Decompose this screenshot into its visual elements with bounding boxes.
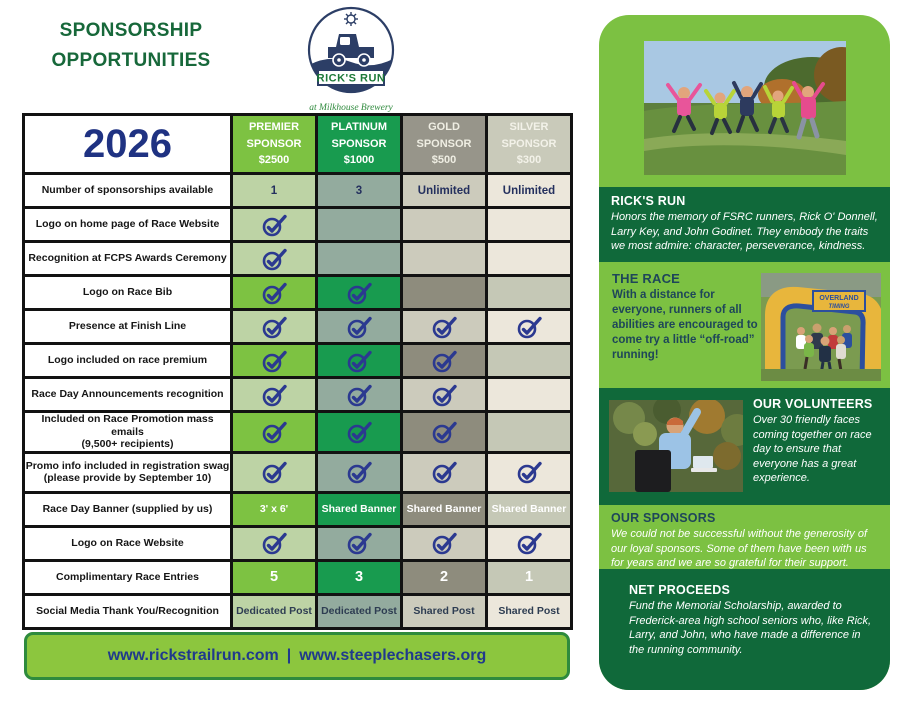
truck-badge-icon: [295, 4, 407, 100]
value-cell: 2: [402, 560, 487, 594]
row-label: Logo on Race Bib: [24, 276, 232, 310]
check-cell: [232, 412, 317, 453]
row-label: Logo on home page of Race Website: [24, 208, 232, 242]
value-cell: Shared Banner: [317, 492, 402, 526]
check-icon: [516, 531, 543, 555]
check-icon: [261, 213, 288, 237]
logo-text: RICK'S RUN: [316, 72, 386, 85]
arch-sign-line2: TIMING: [828, 304, 850, 310]
tier-price: $500: [431, 154, 457, 167]
year-cell: [24, 115, 232, 174]
check-icon: [346, 383, 373, 407]
tier-word: SPONSOR: [416, 137, 472, 150]
table-row: [24, 412, 572, 453]
our-volunteers-heading: OUR VOLUNTEERS: [753, 397, 873, 411]
check-icon: [431, 531, 458, 555]
check-icon: [516, 460, 543, 484]
net-proceeds-body: Fund the Memorial Scholarship, awarded to Frederick-area high school seniors who, like Rick, Larry, and John, who have made a difference in the running community.: [629, 600, 872, 656]
check-icon: [346, 349, 373, 373]
value-cell: 3: [317, 560, 402, 594]
check-icon: [346, 420, 373, 444]
website-bar: [24, 632, 570, 680]
table-row: [24, 310, 572, 344]
column-header-gold: [402, 115, 487, 174]
table-row: [24, 378, 572, 412]
value-cell: Shared Banner: [487, 492, 572, 526]
check-icon: [261, 383, 288, 407]
sun-icon: [344, 12, 358, 26]
tier-name: SILVER: [509, 121, 549, 134]
tier-name: GOLD: [428, 121, 460, 134]
check-cell: [487, 452, 572, 492]
sponsorship-table: [22, 113, 573, 630]
page-title-line2: OPPORTUNITIES: [51, 50, 211, 72]
tier-word: SPONSOR: [331, 137, 387, 150]
row-label: Race Day Banner (supplied by us): [24, 492, 232, 526]
the-race-body: With a distance for everyone, runners of all abilities are encouraged to come try a little “off-road” running!: [612, 289, 758, 361]
tier-name: PLATINUM: [330, 121, 387, 134]
empty-cell: [402, 242, 487, 276]
arch-sign-line1: OVERLAND: [819, 295, 859, 302]
logo-tagline: at Milkhouse Brewery: [309, 103, 393, 113]
check-icon: [431, 420, 458, 444]
check-cell: [317, 452, 402, 492]
tier-price: $2500: [258, 154, 290, 167]
check-cell: [402, 344, 487, 378]
our-sponsors-heading: OUR SPONSORS: [611, 511, 716, 525]
check-cell: [232, 208, 317, 242]
value-cell: Shared Banner: [402, 492, 487, 526]
check-cell: [487, 310, 572, 344]
photo-runners-jumping: [644, 41, 846, 175]
link-rickstrailrun[interactable]: www.rickstrailrun.com: [107, 647, 279, 664]
section-the-race: [599, 262, 890, 388]
row-label: Complimentary Race Entries: [24, 560, 232, 594]
check-cell: [232, 526, 317, 560]
section-ricks-run: [599, 187, 890, 262]
row-label: Recognition at FCPS Awards Ceremony: [24, 242, 232, 276]
check-icon: [261, 460, 288, 484]
check-icon: [516, 315, 543, 339]
value-cell: Shared Post: [487, 594, 572, 628]
check-icon: [261, 349, 288, 373]
table-body: [24, 115, 572, 629]
empty-cell: [487, 344, 572, 378]
tier-name: PREMIER: [248, 121, 300, 134]
check-cell: [402, 310, 487, 344]
check-icon: [261, 531, 288, 555]
table-row: [24, 492, 572, 526]
sidebar: [599, 15, 890, 690]
check-cell: [402, 412, 487, 453]
row-label: Logo included on race premium: [24, 344, 232, 378]
value-cell: 1: [232, 174, 317, 208]
empty-cell: [402, 276, 487, 310]
row-label: Race Day Announcements recognition: [24, 378, 232, 412]
check-cell: [317, 344, 402, 378]
value-cell: Dedicated Post: [317, 594, 402, 628]
value-cell: Unlimited: [402, 174, 487, 208]
check-icon: [431, 460, 458, 484]
column-header-platinum: [317, 115, 402, 174]
empty-cell: [487, 412, 572, 453]
check-icon: [261, 281, 288, 305]
section-our-sponsors: [599, 505, 890, 569]
table-row: [24, 594, 572, 628]
page-title: [26, 16, 236, 77]
empty-cell: [487, 378, 572, 412]
table-row: [24, 344, 572, 378]
table-row: [24, 526, 572, 560]
year-label: 2026: [83, 121, 172, 166]
photo-race-start-arch: [761, 273, 881, 381]
photo-volunteer: [609, 400, 743, 492]
table-row: [24, 174, 572, 208]
check-cell: [402, 526, 487, 560]
row-label: Social Media Thank You/Recognition: [24, 594, 232, 628]
ricks-run-body: Honors the memory of FSRC runners, Rick O' Donnell, Larry Key, and John Godinet. They embody the traits we most admire: character, perseverance, kindness.: [611, 211, 878, 253]
value-cell: 5: [232, 560, 317, 594]
check-icon: [431, 383, 458, 407]
row-label: Number of sponsorships available: [24, 174, 232, 208]
link-steeplechasers[interactable]: www.steeplechasers.org: [299, 647, 487, 664]
check-cell: [402, 378, 487, 412]
check-cell: [317, 378, 402, 412]
value-cell: Dedicated Post: [232, 594, 317, 628]
table-row: [24, 276, 572, 310]
tier-word: SPONSOR: [246, 137, 302, 150]
column-header-silver: [487, 115, 572, 174]
check-cell: [232, 242, 317, 276]
row-label: Presence at Finish Line: [24, 310, 232, 344]
table-row: [24, 560, 572, 594]
check-icon: [346, 460, 373, 484]
check-cell: [402, 452, 487, 492]
check-cell: [317, 310, 402, 344]
section-our-volunteers: [599, 388, 890, 505]
check-cell: [317, 526, 402, 560]
empty-cell: [317, 208, 402, 242]
our-volunteers-body: Over 30 friendly faces coming together on race day to ensure that everyone has a great experience.: [753, 414, 872, 485]
value-cell: 3: [317, 174, 402, 208]
check-icon: [346, 315, 373, 339]
ricks-run-logo: [292, 4, 410, 113]
check-cell: [487, 526, 572, 560]
empty-cell: [402, 208, 487, 242]
the-race-heading: THE RACE: [612, 271, 681, 286]
check-icon: [431, 315, 458, 339]
check-icon: [261, 420, 288, 444]
tier-price: $300: [516, 154, 542, 167]
check-icon: [346, 281, 373, 305]
ricks-run-heading: RICK'S RUN: [611, 194, 686, 208]
check-icon: [261, 247, 288, 271]
check-icon: [431, 349, 458, 373]
check-cell: [232, 310, 317, 344]
row-label: Included on Race Promotion mass emails (9,500+ recipients): [24, 412, 232, 453]
table-row: [24, 242, 572, 276]
value-cell: Shared Post: [402, 594, 487, 628]
table-row: [24, 208, 572, 242]
check-icon: [346, 531, 373, 555]
check-cell: [232, 344, 317, 378]
empty-cell: [487, 208, 572, 242]
our-sponsors-body: We could not be successful without the generosity of our loyal sponsors. Some of them have been with us for years and we are so grateful for their support.: [611, 528, 867, 570]
empty-cell: [317, 242, 402, 276]
value-cell: Unlimited: [487, 174, 572, 208]
table-row: [24, 452, 572, 492]
tier-word: SPONSOR: [501, 137, 557, 150]
check-icon: [261, 315, 288, 339]
header-row: [24, 115, 572, 174]
net-proceeds-heading: NET PROCEEDS: [629, 583, 731, 597]
value-cell: 1: [487, 560, 572, 594]
value-cell: 3' x 6': [232, 492, 317, 526]
tier-price: $1000: [343, 154, 375, 167]
section-net-proceeds: [599, 569, 890, 690]
empty-cell: [487, 276, 572, 310]
check-cell: [232, 378, 317, 412]
check-cell: [317, 276, 402, 310]
page-title-line1: SPONSORSHIP: [59, 20, 203, 41]
url-separator: |: [286, 647, 292, 664]
check-cell: [232, 452, 317, 492]
column-header-premier: [232, 115, 317, 174]
check-cell: [317, 412, 402, 453]
row-label: Promo info included in registration swag (please provide by September 10): [24, 452, 232, 492]
empty-cell: [487, 242, 572, 276]
check-cell: [232, 276, 317, 310]
row-label: Logo on Race Website: [24, 526, 232, 560]
